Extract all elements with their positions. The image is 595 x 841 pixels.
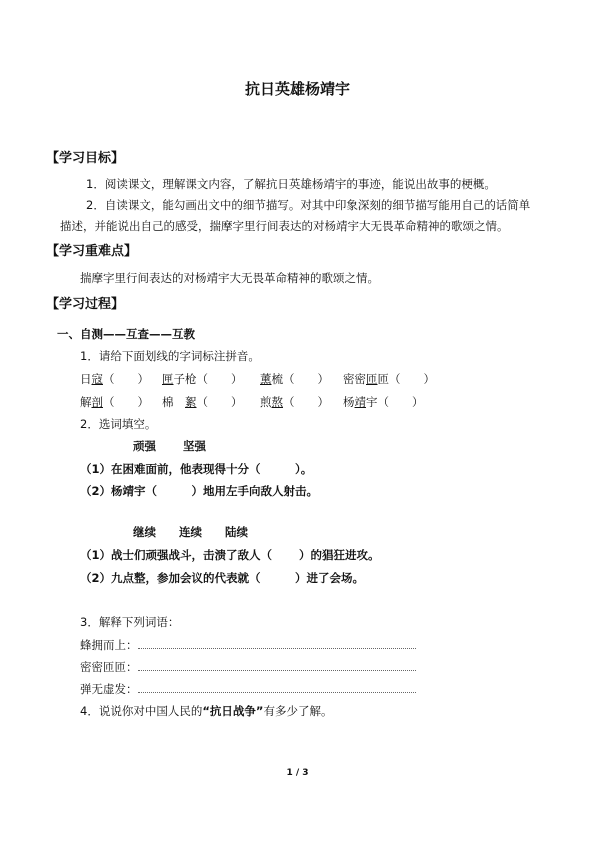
pinyin-item: 匣子枪（ ） (162, 372, 243, 386)
page-title: 抗日英雄杨靖宇 (244, 80, 350, 98)
fill-sentence-3: （1）战士们顽强战斗，击溃了敌人（ ）的猖狂进攻。 (80, 548, 380, 562)
question-2: 2．选词填空。 (80, 417, 157, 431)
pinyin-item: 棉 絮（ ） (162, 395, 243, 409)
term-line: 密密匝匝： (80, 659, 416, 675)
word-choices-1: 顽强 坚强 (133, 439, 207, 453)
answer-line[interactable] (138, 640, 416, 649)
page-number: 1 / 3 (286, 768, 309, 778)
question-4: 4．说说你对中国人民的“抗日战争”有多少了解。 (80, 704, 333, 718)
goal-item-1: 1．阅读课文，理解课文内容，了解抗日英雄杨靖宇的事迹，能说出故事的梗概。 (86, 177, 496, 191)
section-key-difficulty: 【学习重难点】 (46, 244, 138, 259)
section-learning-process: 【学习过程】 (46, 297, 125, 312)
term-line: 弹无虚发： (80, 681, 416, 697)
fill-sentence-4: （2）九点整，参加会议的代表就（ ）进了会场。 (80, 571, 364, 585)
pinyin-item: 解剖（ ） (80, 395, 149, 409)
pinyin-item: 密密匝匝（ ） (343, 372, 435, 386)
question-3: 3．解释下列词语： (80, 615, 180, 629)
fill-sentence-2: （2）杨靖宇（ ）地用左手向敌人射击。 (80, 484, 318, 498)
difficulty-text: 揣摩字里行间表达的对杨靖宇大无畏革命精神的歌颂之情。 (80, 271, 379, 285)
part-1-heading: 一、自测——互查——互教 (57, 327, 195, 341)
pinyin-item: 日寇（ ） (80, 372, 149, 386)
question-1: 1．请给下面划线的字词标注拼音。 (80, 349, 260, 363)
goal-item-2-line-1: 2．自读课文，能勾画出文中的细节描写。对其中印象深刻的细节描写能用自己的话简单 (86, 198, 531, 212)
answer-line[interactable] (138, 662, 416, 671)
section-learning-goals: 【学习目标】 (46, 151, 125, 166)
pinyin-item: 薰梳（ ） (260, 372, 329, 386)
fill-sentence-1: （1）在困难面前，他表现得十分（ ）。 (80, 462, 313, 476)
pinyin-item: 杨靖宇（ ） (343, 395, 424, 409)
term-line: 蜂拥而上： (80, 637, 416, 653)
word-choices-2: 继续 连续 陆续 (133, 525, 248, 539)
goal-item-2-line-2: 描述，并能说出自己的感受，揣摩字里行间表达的对杨靖宇大无畏革命精神的歌颂之情。 (60, 219, 509, 233)
answer-line[interactable] (138, 684, 416, 693)
pinyin-item: 煎熬（ ） (260, 395, 329, 409)
